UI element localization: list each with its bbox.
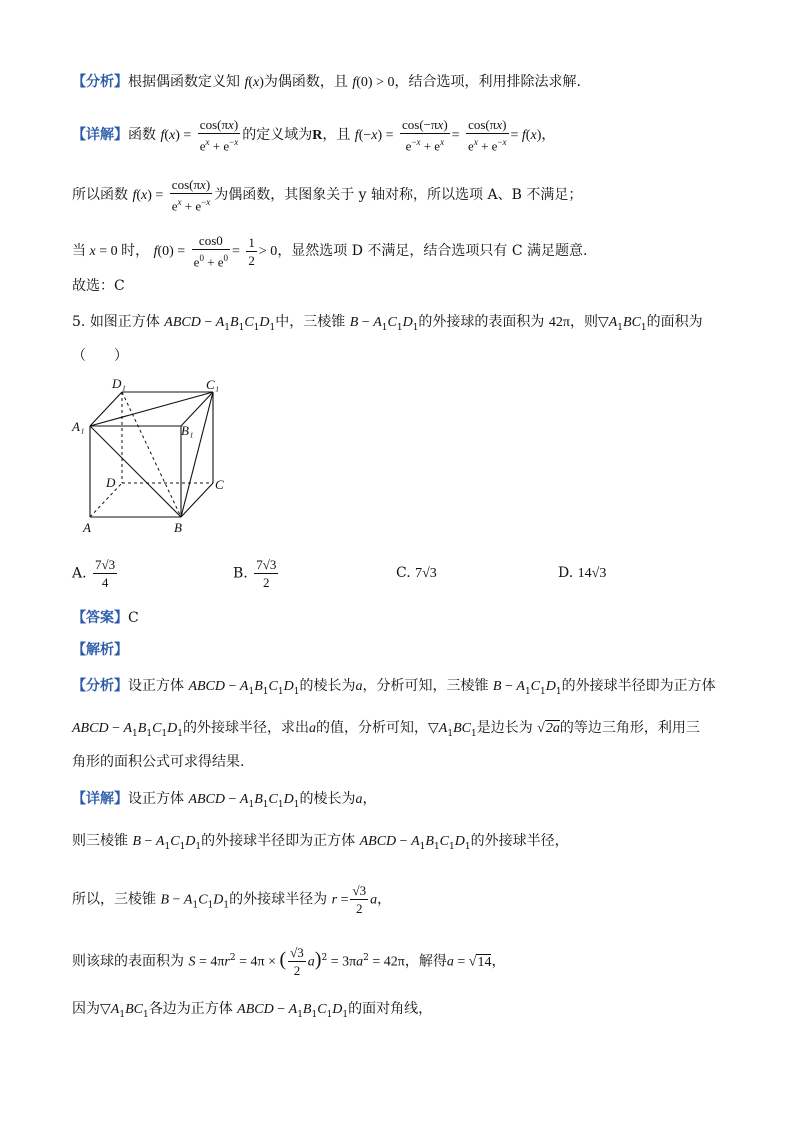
detail-line-3: 当 x = 0 时， f(0) = $\frac{\cos 0}{e^0 + e^0}$ = $\frac{1}{2}$ > 0，显然选项 D 不满足，结合选项只有 C 满足题意. [72, 233, 588, 270]
question-5: 5. 如图正方体 ABCD − $A_1B_1C_1D_1$中，三棱锥 $B - A_1C_1D_1$的外接球的表面积为 42π，则$▽A_1BC_1$的面积为 [72, 314, 703, 333]
fraction: $\frac{\cos(\pi x)}{e^x + e^{-x}}$ [171, 177, 211, 214]
analysis2-line-2: ABCD − $A_1B_1C_1D_1$的外接球半径，求出a的值，分析可知，$▽A_1BC_1$是边长为 √2a的等边三角形，利用三 [72, 720, 700, 739]
jiexi-line: 【解析】 [72, 642, 128, 658]
detail2-line-4: 则该球的表面积为 $S = 4\pi r^2 = 4\pi$ × ( $\frac{√3}{2}$ $a)^2 = 3\pi a^2 = 42\pi$，解得a = √14， [72, 945, 506, 978]
fraction: $\frac{\cos(-\pi x)}{e^{-x} + e^x}$ [401, 117, 448, 154]
label-B1: B₁ [181, 423, 194, 438]
label-A: A [83, 520, 91, 535]
math-fx: f [244, 75, 249, 90]
fraction: $\frac{1}{2}$ [248, 234, 255, 268]
label-A1: A₁ [72, 419, 85, 434]
label-C: C [215, 477, 224, 492]
label-D: D [106, 475, 116, 490]
detail-line-2: 所以函数 f(x) = $\frac{\cos(\pi x)}{e^x + e^{-x}}$ 为偶函数，其图象关于 y 轴对称，所以选项 A、B 不满足； [72, 177, 583, 214]
detail2-line-5: 因为$▽A_1BC_1$各边为正方体 ABCD − $A_1B_1C_1D_1$的面对角线， [72, 1001, 433, 1020]
label-C1: C₁ [206, 377, 220, 392]
fraction: $\frac{\cos 0}{e^0 + e^0}$ [193, 233, 229, 270]
detail-line-1: 【详解】函数 f(x) = $\frac{\cos(\pi x)}{e^x + e^{-x}}$ 的定义域为R，且 f(−x) = $\frac{\cos(-\pi x)}{e^{-x} + e^x}$ = $\frac{\cos(\pi x)}{e^x + e^{-x}}$ = f(x)， [72, 117, 556, 154]
label-D1: D₁ [112, 376, 126, 391]
analysis-line-1: 【分析】根据偶函数定义知 f(x)为偶函数，且 f(0) > 0，结合选项，利用排除法求解. [72, 74, 581, 90]
cube-figure [70, 375, 240, 535]
detail-tag: 【详解】 [72, 127, 128, 144]
detail2-line-3: 所以，三棱锥 $B - A_1C_1D_1$的外接球半径为 r = $\frac{√3}{2}$ a， [72, 883, 392, 916]
analysis2-line-1: 【分析】设正方体 ABCD − $A_1B_1C_1D_1$的棱长为a，分析可知，三棱锥 $B - A_1C_1D_1$的外接球半径即为正方体 [72, 678, 716, 697]
label-B: B [174, 520, 182, 535]
answer-line: 【答案】C [72, 610, 139, 626]
detail2-line-2: 则三棱锥 $B - A_1C_1D_1$的外接球半径即为正方体 ABCD − $A_1B_1C_1D_1$的外接球半径， [72, 833, 569, 852]
option-c[interactable]: C. 7√3 [396, 565, 437, 581]
option-a[interactable]: A. $\frac{7√3}{4}$ [72, 557, 116, 590]
fraction: $\frac{\cos(\pi x)}{e^x + e^{-x}}$ [468, 117, 507, 154]
detail2-line-1: 【详解】设正方体 ABCD − $A_1B_1C_1D_1$的棱长为a， [72, 791, 377, 810]
question-paren: （ ） [72, 348, 128, 364]
fraction: $\frac{\cos(\pi x)}{e^x + e^{-x}}$ [199, 117, 239, 154]
analysis-tag: 【分析】 [72, 74, 128, 90]
answer-tag: 【答案】 [72, 610, 128, 626]
option-d[interactable]: D. 14√3 [558, 565, 607, 581]
analysis2-line-3: 角形的面积公式可求得结果. [72, 754, 245, 770]
choose-line: 故选：C [72, 278, 125, 294]
option-b[interactable]: B. $\frac{7√3}{2}$ [233, 557, 277, 590]
